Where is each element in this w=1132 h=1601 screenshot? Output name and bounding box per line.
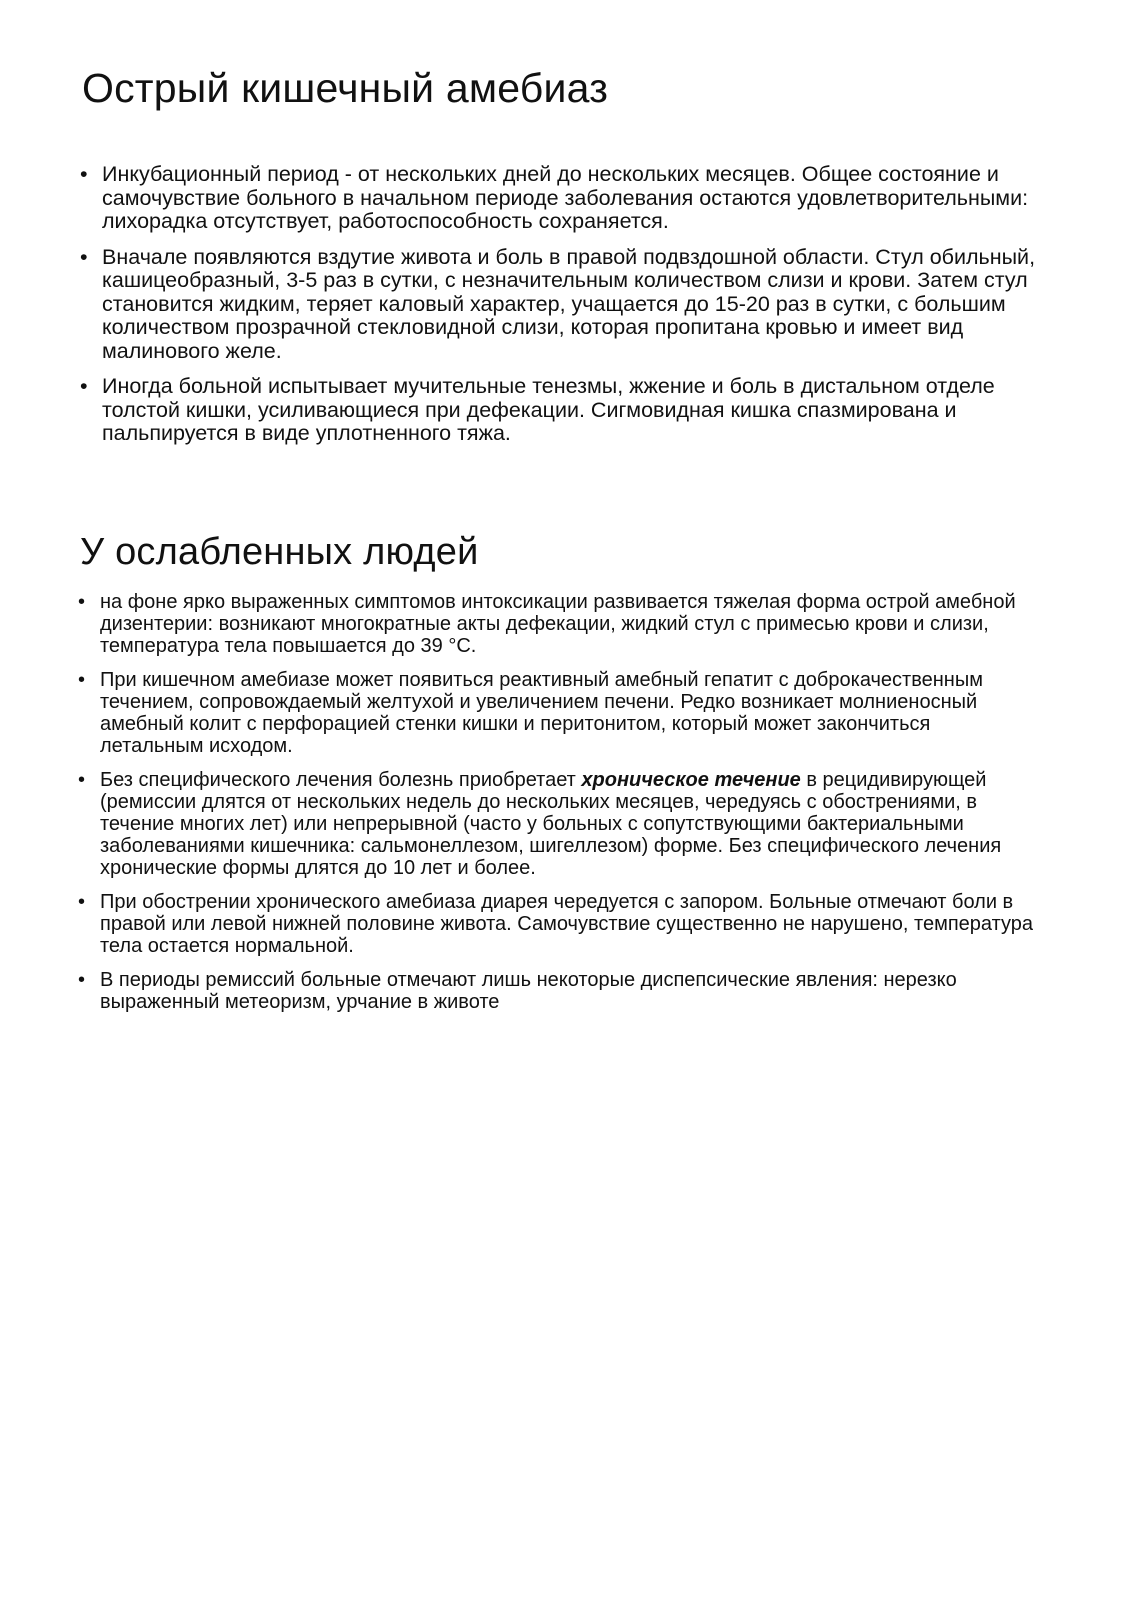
bullet-icon: • — [80, 162, 88, 186]
list-item-text — [100, 769, 1001, 879]
bullet-icon: • — [78, 891, 86, 913]
list-item-text: В периоды ремиссий больные отмечают лишь некоторые диспепсические явления: нерезко выраженный метеоризм, урчание в животе — [100, 969, 957, 1013]
list-item — [78, 669, 1038, 757]
list-item-text: на фоне ярко выраженных симптомов интоксикации развивается тяжелая форма острой амебной дизентерии: возникают многократные акты дефекации, жидкий стул с примесью крови и слизи, температура тела повышается до 39 °С. — [100, 591, 1016, 657]
list-item — [80, 246, 1040, 364]
list-item — [78, 969, 1038, 1013]
bullet-icon: • — [80, 244, 88, 269]
bullet-icon: • — [80, 374, 88, 398]
emphasis-chronic-course: хроническое течение — [581, 769, 801, 791]
section-title-weakened-people: У ослабленных людей — [80, 531, 479, 573]
list-item — [78, 891, 1038, 957]
bullet-icon: • — [78, 669, 86, 691]
list-item-text: Вначале появляются вздутие живота и боль в правой подвздошной области. Стул обильный, кашицеобразный, 3-5 раз в сутки, с незначительным количеством слизи и крови. Затем стул становится жидким, теряет каловый характер, учащается до 15-20 раз в сутки, с большим количеством прозрачной стекловидной слизи, которая пропитана кровью и имеет вид малинового желе. — [102, 244, 1036, 363]
bullet-icon: • — [78, 969, 86, 991]
list-item — [78, 591, 1038, 657]
list-item-text-before: Без специфического лечения болезнь приобретает — [100, 769, 582, 791]
list-item — [78, 769, 1038, 879]
list-item-text: Инкубационный период - от нескольких дней до нескольких месяцев. Общее состояние и самочувствие больного в начальном периоде заболевания остаются удовлетворительными: лихорадка отсутствует, работоспособность сохраняется. — [102, 162, 1029, 233]
list-item-text: При обострении хронического амебиаза диарея чередуется с запором. Больные отмечают боли в правой или левой нижней половине живота. Самочувствие существенно не нарушено, температура тела остается нормальной. — [100, 891, 1033, 957]
list-item-text-after: в рецидивирующей (ремиссии длятся от нескольких недель до нескольких месяцев, чередуясь с обострениями, в течение многих лет) или непрерывной (часто у больных с сопутствующими бактериальными заболеваниями кишечника: сальмонеллезом, шигеллезом) форме. Без специфического лечения хронические формы длятся до 10 лет и более. — [100, 769, 1002, 879]
bullet-icon: • — [78, 591, 86, 613]
acute-amebiasis-list — [80, 163, 1040, 458]
list-item-text: Иногда больной испытывает мучительные тенезмы, жжение и боль в дистальном отделе толстой кишки, усиливающиеся при дефекации. Сигмовидная кишка спазмирована и пальпируется в виде уплотненного тяжа. — [102, 374, 995, 445]
list-item-text: При кишечном амебиазе может появиться реактивный амебный гепатит с доброкачественным течением, сопровождаемый желтухой и увеличением печени. Редко возникает молниеносный амебный колит с перфорацией стенки кишки и перитонитом, который может закончиться летальным исходом. — [100, 669, 983, 757]
list-item — [80, 163, 1040, 234]
list-item — [80, 375, 1040, 446]
bullet-icon: • — [78, 769, 86, 791]
weakened-people-list — [78, 591, 1038, 1025]
section-title-acute-amebiasis: Острый кишечный амебиаз — [82, 65, 609, 111]
